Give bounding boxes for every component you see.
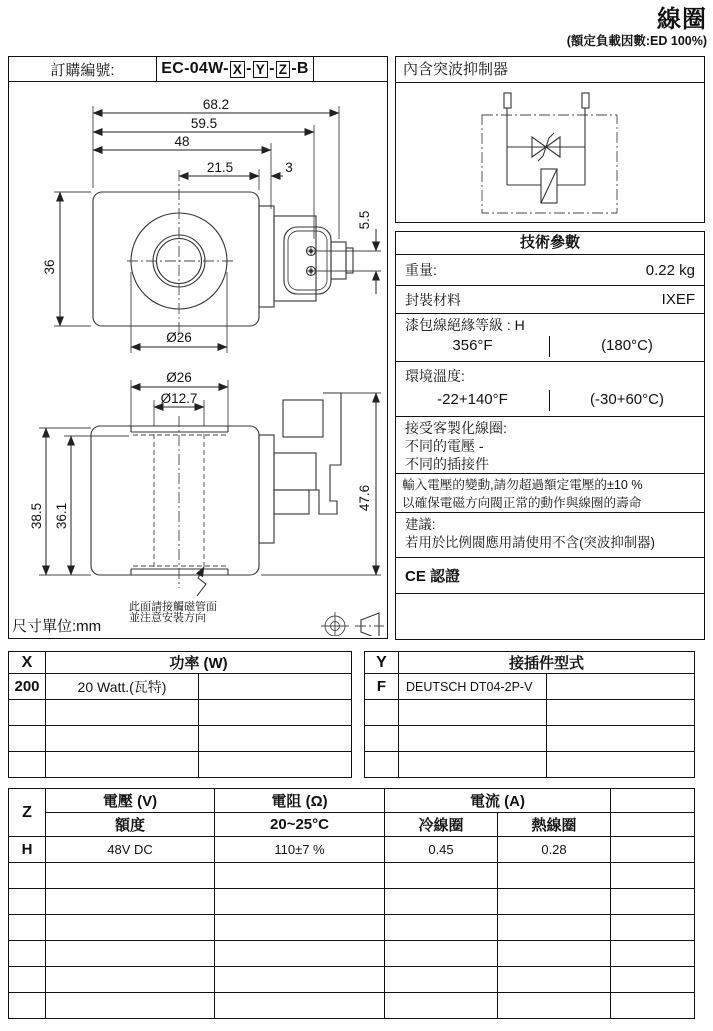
z-code-cell	[9, 941, 46, 967]
y-table-header: 接插件型式	[399, 652, 695, 674]
z-code-cell	[9, 967, 46, 993]
dim-dia-26-front: Ø26	[166, 330, 192, 345]
z-cold-current-cell	[385, 967, 498, 993]
mounting-note-line1: 此面請接觸磁管面	[129, 601, 217, 613]
order-code-z-box: Z	[276, 61, 291, 78]
y-value-cell: DEUTSCH DT04-2P-V	[399, 674, 547, 700]
z-voltage-cell	[46, 915, 215, 941]
z-voltage-cell: 48V DC	[46, 837, 215, 863]
order-code-x-box: X	[230, 61, 245, 78]
weight-value: 0.22 kg	[645, 261, 695, 279]
spec-row-voltage-note	[396, 474, 704, 513]
y-value-cell	[399, 700, 547, 726]
y-table-row	[365, 752, 695, 778]
page-title: 線圈	[657, 6, 707, 33]
z-table-key: Z	[9, 789, 46, 837]
spec-row-material	[396, 286, 704, 314]
order-number-code	[157, 57, 314, 81]
z-hot-current-cell	[498, 863, 611, 889]
z-code-cell	[9, 993, 46, 1019]
y-code-cell: F	[365, 674, 399, 700]
z-code-cell	[9, 863, 46, 889]
dim-width-total: 68.2	[202, 97, 230, 112]
voltage-note-line2: 以確保電磁方向閥正常的動作與線圈的壽命	[402, 495, 642, 510]
front-extension-lines	[54, 106, 339, 353]
dim-height-476: 47.6	[357, 484, 372, 512]
y-value-cell	[399, 726, 547, 752]
projection-symbol-icon	[321, 612, 384, 636]
page-subtitle: (額定負載因數:ED 100%)	[566, 33, 707, 48]
z-code-cell	[9, 915, 46, 941]
surge-suppressor-title: 內含突波抑制器	[396, 57, 704, 83]
order-number-box	[8, 56, 388, 82]
spec-row-suggestion	[396, 513, 704, 558]
y-connector-table	[364, 651, 695, 778]
spec-row-weight	[396, 255, 704, 286]
dimension-unit-label: 尺寸單位:mm	[12, 618, 102, 635]
order-number-label: 訂購編號:	[9, 57, 157, 81]
dim-dia-127: Ø12.7	[160, 391, 198, 406]
suggestion-line2: 若用於比例閥應用請使用不含(突波抑制器)	[405, 535, 655, 551]
z-cold-current-cell	[385, 889, 498, 915]
y-code-cell	[365, 752, 399, 778]
custom-line3: 不同的插接件	[405, 455, 489, 472]
mounting-note-line2: 並注意安裝方向	[129, 612, 206, 624]
x-table-row	[9, 726, 352, 752]
z-voltage-cell	[46, 863, 215, 889]
ambient-fahrenheit: -22+140°F	[396, 390, 550, 411]
y-code-cell	[365, 726, 399, 752]
y-table-row	[365, 726, 695, 752]
x-table-row	[9, 700, 352, 726]
x-extra-cell	[199, 674, 352, 700]
side-dimension-lines	[46, 387, 376, 575]
z-resistance-cell	[215, 889, 385, 915]
weight-label: 重量:	[405, 262, 437, 278]
x-value-cell: 20 Watt.(瓦特)	[46, 674, 199, 700]
y-table-header-row	[365, 652, 695, 674]
z-table-row	[9, 915, 695, 941]
z-cold-current-cell	[385, 915, 498, 941]
z-table-row	[9, 889, 695, 915]
x-value-cell	[46, 726, 199, 752]
y-table-key: Y	[365, 652, 399, 674]
z-voltage-cell	[46, 941, 215, 967]
circuit-boundary	[482, 115, 617, 213]
z-code-cell	[9, 889, 46, 915]
insulation-fahrenheit: 356°F	[396, 336, 550, 357]
connector-pins	[306, 246, 316, 276]
y-value-cell	[399, 752, 547, 778]
z-code-cell: H	[9, 837, 46, 863]
material-value: IXEF	[661, 291, 695, 308]
title-block	[567, 6, 707, 49]
custom-line1: 接受客製化線圈:	[405, 420, 507, 436]
y-code-cell	[365, 700, 399, 726]
z-hot-current-cell: 0.28	[498, 837, 611, 863]
z-resistance-cell	[215, 941, 385, 967]
spec-row-ambient	[396, 362, 704, 417]
ambient-celsius: (-30+60°C)	[590, 390, 664, 408]
z-table-header-row2	[9, 813, 695, 837]
z-header-extra	[611, 789, 695, 813]
coil-side-view-drawing	[9, 364, 389, 636]
front-dimension-lines	[60, 113, 381, 347]
material-label: 封裝材料	[405, 291, 461, 308]
y-table-row	[365, 674, 695, 700]
spec-row-ce: CE 認證	[396, 558, 704, 594]
circuit-terminals	[504, 93, 589, 108]
order-code-prefix: EC-04W-	[161, 60, 229, 77]
coil-element-symbol	[541, 169, 557, 203]
x-table-row	[9, 752, 352, 778]
z-hot-current-cell	[498, 967, 611, 993]
z-electrical-table	[8, 788, 695, 1019]
x-value-cell	[46, 752, 199, 778]
z-resistance-cell	[215, 993, 385, 1019]
dim-width-595: 59.5	[190, 116, 218, 131]
z-header-extra	[611, 813, 695, 837]
x-power-table	[8, 651, 352, 778]
specs-title: 技術參數	[396, 232, 704, 255]
x-code-cell: 200	[9, 674, 46, 700]
suggestion-line1: 建議:	[405, 517, 436, 532]
z-hot-current-cell	[498, 993, 611, 1019]
x-code-cell	[9, 700, 46, 726]
dim-width-48: 48	[174, 134, 190, 149]
z-table-row	[9, 837, 695, 863]
z-hot-current-cell	[498, 889, 611, 915]
ambient-values	[396, 390, 704, 411]
dim-height-385: 38.5	[29, 502, 44, 530]
y-extra-cell	[547, 726, 695, 752]
spec-row-custom-coils	[396, 417, 704, 474]
z-resistance-cell: 110±7 %	[215, 837, 385, 863]
dim-height-361: 36.1	[54, 502, 69, 530]
z-table-row	[9, 863, 695, 889]
spec-row-empty	[396, 594, 704, 640]
z-resistance-cell	[215, 863, 385, 889]
z-extra-cell	[611, 993, 695, 1019]
insulation-celsius: (180°C)	[601, 336, 653, 354]
order-code-y-box: Y	[253, 61, 268, 78]
z-cold-current-cell	[385, 863, 498, 889]
z-extra-cell	[611, 915, 695, 941]
dim-pin-gap-55: 5.5	[357, 210, 372, 230]
z-header-voltage: 電壓 (V)	[46, 789, 215, 813]
insulation-label: 漆包線絕緣等級 : H	[405, 317, 525, 333]
z-table-row	[9, 993, 695, 1019]
z-table-header-row1	[9, 789, 695, 813]
x-table-header-row	[9, 652, 352, 674]
ambient-label: 環境溫度:	[405, 368, 465, 384]
dim-height-36: 36	[42, 259, 57, 275]
z-extra-cell	[611, 941, 695, 967]
dim-dia-26-side: Ø26	[166, 370, 192, 385]
y-table-row	[365, 700, 695, 726]
order-empty-cell	[314, 57, 387, 81]
z-hot-current-cell	[498, 915, 611, 941]
y-extra-cell	[547, 674, 695, 700]
z-cold-current-cell	[385, 993, 498, 1019]
z-table-row	[9, 967, 695, 993]
z-voltage-cell	[46, 993, 215, 1019]
x-extra-cell	[199, 752, 352, 778]
x-table-header: 功率 (W)	[46, 652, 352, 674]
z-header-temp: 20~25°C	[215, 813, 385, 837]
z-header-cold: 冷線圈	[385, 813, 498, 837]
coil-body-side	[91, 416, 259, 588]
insulation-values	[396, 336, 704, 357]
z-cold-current-cell: 0.45	[385, 837, 498, 863]
surge-circuit-diagram	[396, 83, 704, 222]
z-extra-cell	[611, 837, 695, 863]
technical-parameters-box	[395, 231, 705, 640]
y-extra-cell	[547, 700, 695, 726]
x-table-row	[9, 674, 352, 700]
dim-width-3: 3	[285, 160, 293, 175]
z-table-row	[9, 941, 695, 967]
z-resistance-cell	[215, 967, 385, 993]
z-voltage-cell	[46, 967, 215, 993]
spec-row-insulation	[396, 314, 704, 362]
order-code-suffix: -B	[291, 60, 309, 77]
z-extra-cell	[611, 889, 695, 915]
x-extra-cell	[199, 700, 352, 726]
y-extra-cell	[547, 752, 695, 778]
z-header-current: 電流 (A)	[385, 789, 611, 813]
z-header-resistance: 電阻 (Ω)	[215, 789, 385, 813]
z-extra-cell	[611, 967, 695, 993]
x-code-cell	[9, 726, 46, 752]
z-header-rated: 額度	[46, 813, 215, 837]
x-code-cell	[9, 752, 46, 778]
z-extra-cell	[611, 863, 695, 889]
deutsch-connector-side	[259, 393, 341, 543]
z-resistance-cell	[215, 915, 385, 941]
x-extra-cell	[199, 726, 352, 752]
x-value-cell	[46, 700, 199, 726]
z-voltage-cell	[46, 889, 215, 915]
z-cold-current-cell	[385, 941, 498, 967]
x-table-key: X	[9, 652, 46, 674]
z-hot-current-cell	[498, 941, 611, 967]
voltage-note-line1: 輸入電壓的變動,請勿超過額定電壓的±10 %	[402, 478, 643, 492]
custom-line2: 不同的電壓 -	[405, 437, 484, 454]
coil-front-view-drawing	[9, 87, 389, 365]
order-code-sep: -	[269, 60, 275, 77]
dim-width-215: 21.5	[206, 160, 234, 175]
surge-suppressor-box	[395, 56, 705, 223]
z-header-hot: 熱線圈	[498, 813, 611, 837]
coil-body-front	[93, 170, 259, 337]
dimension-drawing-box	[8, 81, 388, 639]
order-code-sep: -	[246, 60, 252, 77]
